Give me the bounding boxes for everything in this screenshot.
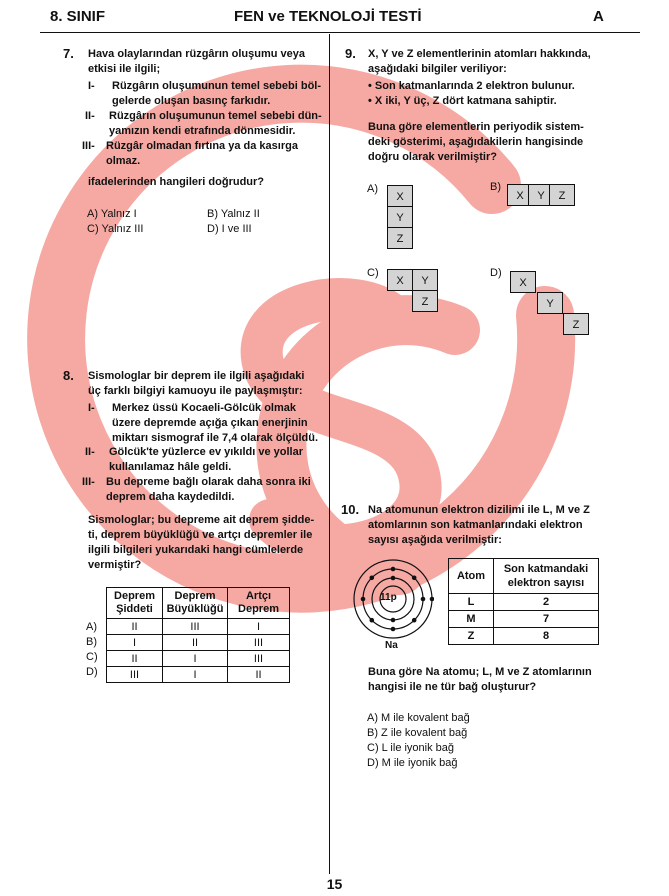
statement-numeral: III- bbox=[82, 140, 95, 152]
option-label: D) bbox=[490, 267, 502, 279]
option-c[interactable]: C) Yalnız III bbox=[87, 223, 144, 235]
statement-line: Gölcük'te yüzlerce ev yıkıldı ve yollar bbox=[109, 446, 303, 458]
statement-line: deprem daha kaydedildi. bbox=[106, 491, 235, 503]
question-stem bbox=[368, 503, 590, 548]
prompt-line: hangisi ile ne tür bağ oluşturur? bbox=[368, 681, 537, 693]
column-header: Deprem Büyüklüğü bbox=[163, 588, 228, 619]
stem-line: aşağıdaki bilgiler veriliyor: bbox=[368, 63, 507, 75]
column-header: Atom bbox=[449, 559, 494, 594]
stem-line: Sismologlar bir deprem ile ilgili aşağıdaki bbox=[88, 370, 305, 382]
element-cell-x: X bbox=[387, 185, 413, 207]
table-cell: II bbox=[228, 667, 290, 683]
element-cell-y: Y bbox=[537, 292, 563, 314]
table-row[interactable] bbox=[107, 651, 290, 667]
element-cell-z: Z bbox=[387, 227, 413, 249]
question-number: 8. bbox=[63, 368, 74, 383]
stem-line: X, Y ve Z elementlerinin atomları hakkında, bbox=[368, 48, 591, 60]
prompt-line: doğru olarak verilmiştir? bbox=[368, 151, 497, 163]
table-cell: M bbox=[449, 611, 494, 628]
column-header: Son katmandaki elektron sayısı bbox=[494, 559, 599, 594]
statement-line: Bu depreme bağlı olarak daha sonra iki bbox=[106, 476, 311, 488]
statement-numeral: II- bbox=[85, 446, 95, 458]
statement-line: Rüzgâr olmadan fırtına ya da kasırga bbox=[106, 140, 298, 152]
question-number: 10. bbox=[341, 502, 360, 517]
test-title: FEN ve TEKNOLOJİ TESTİ bbox=[234, 8, 422, 25]
column-header: Artçı Deprem bbox=[228, 588, 290, 619]
table-row bbox=[449, 611, 599, 628]
statement-line: gelerde oluşan basınç farkıdır. bbox=[112, 95, 271, 107]
option-c[interactable]: C) L ile iyonik bağ bbox=[367, 742, 455, 754]
nucleus-label: 11p bbox=[380, 592, 397, 603]
question-prompt: ifadelerinden hangileri doğrudur? bbox=[88, 176, 265, 188]
answer-table bbox=[106, 587, 290, 683]
statement-line: yamızın kendi etrafında dönmesidir. bbox=[109, 125, 296, 137]
header-rule bbox=[40, 32, 640, 33]
element-cell-z: Z bbox=[412, 290, 438, 312]
stem-line: Hava olaylarından rüzgârın oluşumu veya bbox=[88, 48, 306, 60]
question-prompt bbox=[368, 120, 584, 165]
table-cell: I bbox=[107, 635, 163, 651]
statement-line: kullanılamaz hâle geldi. bbox=[109, 461, 232, 473]
grade-label: 8. SINIF bbox=[50, 8, 106, 25]
table-row bbox=[449, 628, 599, 645]
statement-line: miktarı sismograf ile 7,4 olarak ölçüldü. bbox=[112, 432, 319, 444]
element-cell-y: Y bbox=[412, 269, 438, 291]
answer-row-label[interactable]: C) bbox=[86, 651, 98, 663]
table-header-row bbox=[107, 588, 290, 619]
bullet-icon: • bbox=[368, 95, 372, 107]
table-cell: III bbox=[163, 619, 228, 635]
prompt-line: Buna göre elementlerin periyodik sistem- bbox=[368, 121, 584, 133]
bullet-item bbox=[368, 79, 575, 94]
element-cell-z: Z bbox=[563, 313, 589, 335]
stem-line: sayısı aşağıda verilmiştir: bbox=[368, 534, 502, 546]
prompt-line: Buna göre Na atomu; L, M ve Z atomlarının bbox=[368, 666, 592, 678]
option-b[interactable]: B) Z ile kovalent bağ bbox=[367, 727, 468, 739]
table-cell: L bbox=[449, 594, 494, 611]
column-divider bbox=[329, 34, 330, 874]
table-cell: III bbox=[228, 635, 290, 651]
bullet-text: X iki, Y üç, Z dört katmana sahiptir. bbox=[374, 95, 557, 107]
table-cell: Z bbox=[449, 628, 494, 645]
statement-line: Rüzgârın oluşumunun temel sebebi dün- bbox=[109, 110, 322, 122]
statement-numeral: II- bbox=[85, 110, 95, 122]
option-a[interactable]: A) M ile kovalent bağ bbox=[367, 712, 470, 724]
table-cell: 7 bbox=[494, 611, 599, 628]
statement-line: üzere depremde açığa çıkan enerjinin bbox=[112, 417, 308, 429]
prompt-line: Sismologlar; bu depreme ait deprem şidde- bbox=[88, 514, 315, 526]
question-number: 9. bbox=[345, 46, 356, 61]
question-prompt bbox=[368, 665, 592, 695]
table-cell: II bbox=[107, 619, 163, 635]
bullet-icon: • bbox=[368, 80, 372, 92]
stem-line: üç farklı bilgiyi kamuoyu ile paylaşmıştır: bbox=[88, 385, 303, 397]
question-stem bbox=[368, 47, 591, 77]
statement-numeral: I- bbox=[88, 80, 95, 92]
statement-numeral: III- bbox=[82, 476, 95, 488]
element-cell-y: Y bbox=[528, 184, 554, 206]
statement-line: Merkez üssü Kocaeli-Gölcük olmak bbox=[112, 402, 297, 414]
column-header: Deprem Şiddeti bbox=[107, 588, 163, 619]
table-cell: 2 bbox=[494, 594, 599, 611]
table-row[interactable] bbox=[107, 667, 290, 683]
statement-numeral: I- bbox=[88, 402, 95, 414]
table-cell: II bbox=[107, 651, 163, 667]
prompt-line: ti, deprem büyüklüğü ve artçı depremler ile bbox=[88, 529, 313, 541]
table-cell: III bbox=[228, 651, 290, 667]
answer-row-label[interactable]: D) bbox=[86, 666, 98, 678]
prompt-line: ilgili bilgileri yukarıdaki hangi cümlelerde bbox=[88, 544, 304, 556]
atom-symbol: Na bbox=[385, 640, 398, 651]
question-number: 7. bbox=[63, 46, 74, 61]
table-cell: I bbox=[163, 667, 228, 683]
answer-row-label[interactable]: A) bbox=[86, 621, 97, 633]
statement-line: Rüzgârın oluşumunun temel sebebi böl- bbox=[112, 80, 322, 92]
element-cell-z: Z bbox=[549, 184, 575, 206]
bullet-text: Son katmanlarında 2 elektron bulunur. bbox=[374, 80, 575, 92]
info-bullets bbox=[368, 79, 575, 109]
stem-line: atomlarının son katmanlarındaki elektron bbox=[368, 519, 583, 531]
question-stem bbox=[88, 47, 305, 77]
option-label: C) bbox=[367, 267, 379, 279]
element-cell-y: Y bbox=[387, 206, 413, 228]
answer-row-label[interactable]: B) bbox=[86, 636, 97, 648]
statement-line: olmaz. bbox=[106, 155, 141, 167]
table-header-row bbox=[449, 559, 599, 594]
element-cell-x: X bbox=[507, 184, 533, 206]
table-cell: I bbox=[163, 651, 228, 667]
option-d[interactable]: D) M ile iyonik bağ bbox=[367, 757, 458, 769]
option-label: A) bbox=[367, 183, 378, 195]
table-cell: III bbox=[107, 667, 163, 683]
electron-table bbox=[448, 558, 599, 645]
bullet-item bbox=[368, 94, 575, 109]
table-row bbox=[449, 594, 599, 611]
question-prompt bbox=[88, 513, 314, 573]
prompt-line: deki gösterimi, aşağıdakilerin hangisinde bbox=[368, 136, 584, 148]
stem-line: etkisi ile ilgili; bbox=[88, 63, 161, 75]
option-b[interactable]: B) Yalnız II bbox=[207, 208, 260, 220]
table-cell: I bbox=[228, 619, 290, 635]
option-a[interactable]: A) Yalnız I bbox=[87, 208, 137, 220]
question-stem bbox=[88, 369, 304, 399]
table-cell: II bbox=[163, 635, 228, 651]
option-label: B) bbox=[490, 181, 501, 193]
table-cell: 8 bbox=[494, 628, 599, 645]
prompt-line: vermiştir? bbox=[88, 559, 142, 571]
element-cell-x: X bbox=[387, 269, 413, 291]
element-cell-x: X bbox=[510, 271, 536, 293]
page-number: 15 bbox=[326, 876, 343, 892]
option-d[interactable]: D) I ve III bbox=[207, 223, 252, 235]
stem-line: Na atomunun elektron dizilimi ile L, M ve Z bbox=[368, 504, 590, 516]
booklet-letter: A bbox=[593, 8, 604, 25]
table-row[interactable] bbox=[107, 619, 290, 635]
table-row[interactable] bbox=[107, 635, 290, 651]
